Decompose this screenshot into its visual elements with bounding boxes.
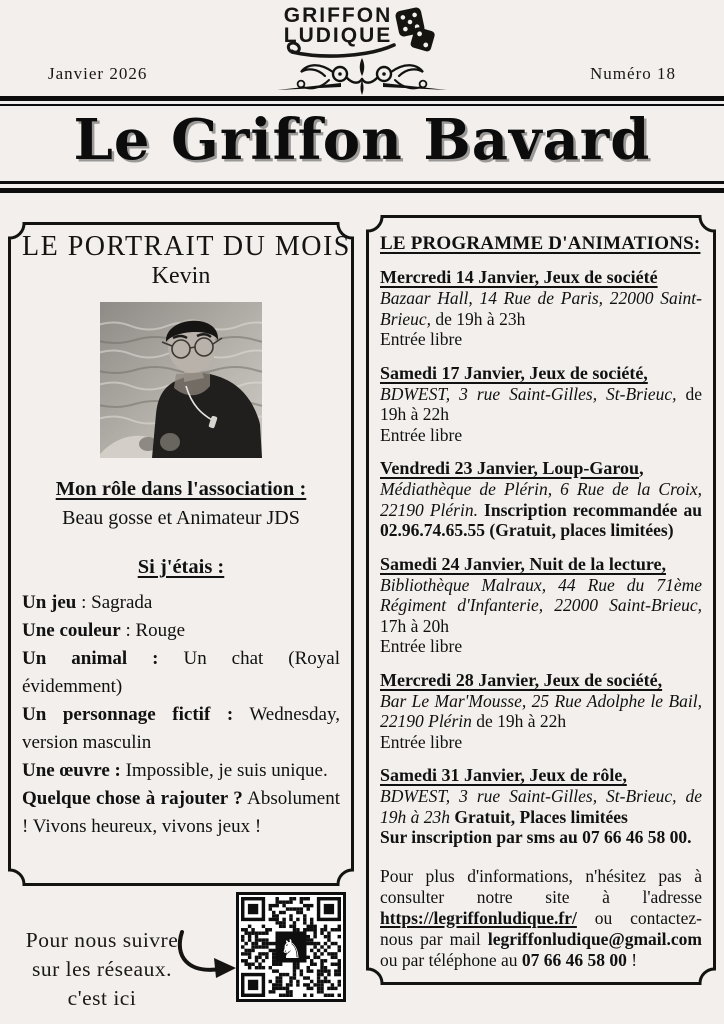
curved-arrow-icon — [172, 928, 242, 986]
phone-number: 07 66 46 58 00 — [521, 949, 627, 970]
text-segment: Inscription recommandée au 02.96.74.65.55 (Gratuit, places limitées) — [380, 499, 702, 540]
event-details — [380, 479, 702, 541]
qr-code — [236, 892, 346, 1002]
text-segment: Pour plus d'informations, n'hésitez pas à consulter notre site à l'adresse — [380, 865, 702, 907]
trait-item — [22, 645, 340, 701]
email-address: legriffonludique@gmail.com — [487, 928, 702, 949]
website-link[interactable]: https://legriffonludique.fr/ — [380, 907, 577, 928]
event-item — [380, 765, 702, 848]
event-details — [380, 575, 702, 637]
event-title-text: Vendredi 23 Janvier, Loup-Garou — [380, 458, 640, 478]
event-entry-info: Entrée libre — [380, 731, 463, 752]
text-segment: BDWEST, 3 rue Saint-Gilles, St-Brieuc, de 19h à 23h — [380, 786, 702, 827]
trait-label: Un animal : — [22, 648, 159, 669]
event-item — [380, 554, 702, 657]
trait-item — [22, 701, 340, 757]
text-segment: ou par téléphone au — [380, 949, 522, 970]
portrait-heading: LE PORTRAIT DU MOIS — [22, 231, 351, 262]
brand-text — [284, 6, 393, 46]
text-segment: Bibliothèque Malraux, 44 Rue du 71ème Régiment d'Infanterie, 22000 Saint-Brieuc, — [380, 574, 702, 615]
role-heading: Mon rôle dans l'association : — [55, 478, 307, 500]
trait-label: Quelque chose à rajouter ? — [22, 788, 243, 809]
divider-rule — [0, 96, 724, 101]
trait-item — [22, 589, 340, 617]
event-title — [380, 554, 702, 575]
program-heading: LE PROGRAMME D'ANIMATIONS: — [380, 233, 701, 254]
text-segment: ! — [626, 949, 638, 970]
trait-label: Un personnage fictif : — [22, 704, 234, 725]
newsletter-title: Le Griffon Bavard — [73, 107, 651, 173]
trait-value: : Sagrada — [76, 592, 153, 613]
text-segment: de 19h à 22h — [380, 383, 702, 424]
event-details — [380, 288, 702, 329]
event-title-text: Samedi 24 Janvier, Nuit de la lecture, — [380, 553, 666, 574]
text-segment: Bar Le Mar'Mousse, 25 Rue Adolphe le Bail, 22190 Plérin — [380, 690, 702, 731]
event-details — [380, 384, 702, 425]
traits-list — [22, 589, 340, 841]
trait-item — [22, 785, 340, 841]
issue-number: Numéro 18 — [590, 64, 676, 83]
event-entry-info: Entrée libre — [380, 329, 463, 349]
event-title — [380, 670, 702, 691]
event-title-text: Samedi 31 Janvier, Jeux de rôle, — [380, 765, 627, 785]
portrait-panel — [8, 222, 354, 886]
follow-line-2: sur les réseaux. — [32, 957, 172, 981]
event-details — [380, 786, 702, 827]
text-segment: Gratuit, Places limitées — [450, 806, 628, 827]
role-value: Beau gosse et Animateur JDS — [62, 507, 300, 529]
text-segment: de 19h à 23h — [431, 308, 526, 329]
event-item — [380, 363, 702, 446]
follow-us-text — [8, 926, 196, 1013]
trait-value: Un chat (Royal évidemment) — [22, 648, 340, 697]
trait-value: Absolument ! Vivons heureux, vivons jeux ! — [22, 788, 340, 837]
event-details — [380, 691, 702, 732]
follow-line-3: c'est ici — [67, 986, 137, 1010]
event-title-text: Mercredi 14 Janvier, Jeux de société — [380, 267, 658, 287]
event-title — [380, 765, 702, 786]
trait-item — [22, 617, 340, 645]
if-i-were-heading: Si j'étais : — [137, 556, 225, 578]
event-note: Sur inscription par sms au 07 66 46 58 00. — [380, 827, 692, 847]
divider-rule — [0, 188, 724, 193]
event-title — [380, 267, 702, 288]
event-title — [380, 363, 702, 384]
event-item — [380, 267, 702, 350]
portrait-photo — [100, 302, 262, 458]
event-entry-info: Entrée libre — [380, 424, 463, 445]
event-item — [380, 458, 702, 541]
trait-value: Wednesday, version masculin — [22, 704, 341, 753]
trait-label: Une couleur — [22, 620, 121, 641]
flourish-ornament — [277, 54, 447, 98]
event-title-suffix: , — [639, 458, 644, 478]
text-segment: Bazaar Hall, 14 Rue de Paris, 22000 Saint-Brieuc, — [380, 288, 702, 329]
portrait-name: Kevin — [151, 263, 211, 289]
trait-value: : Rouge — [120, 620, 186, 641]
text-segment: 17h à 20h — [380, 615, 450, 636]
text-segment: Médiathèque de Plérin, 6 Rue de la Croix, 22190 Plérin. — [380, 479, 702, 520]
program-panel — [366, 215, 716, 985]
brand-line1: GRIFFON — [283, 4, 393, 27]
trait-value: Impossible, je suis unique. — [120, 760, 328, 781]
event-entry-info: Entrée libre — [380, 636, 463, 656]
issue-date: Janvier 2026 — [48, 64, 148, 83]
text-segment: ou contactez-nous par mail — [380, 907, 702, 949]
trait-label: Une œuvre : — [22, 760, 121, 781]
event-title-text: Mercredi 28 Janvier, Jeux de société, — [380, 669, 663, 690]
text-segment: BDWEST, 3 rue Saint-Gilles, St-Brieuc, — [380, 383, 677, 404]
contact-paragraph — [380, 866, 702, 971]
event-title — [380, 458, 702, 479]
events-list — [380, 267, 702, 848]
event-item — [380, 670, 702, 753]
divider-rule — [0, 181, 724, 184]
brand-line2: LUDIQUE — [283, 24, 393, 47]
qr-center-griffin: ♞ — [279, 935, 303, 965]
event-title-text: Samedi 17 Janvier, Jeux de société, — [380, 362, 648, 383]
trait-item — [22, 757, 340, 785]
follow-line-1: Pour nous suivre — [25, 928, 179, 952]
text-segment: de 19h à 22h — [471, 711, 567, 731]
brand-logo — [0, 6, 724, 54]
trait-label: Un jeu — [22, 592, 77, 613]
dice-icon — [394, 4, 440, 54]
